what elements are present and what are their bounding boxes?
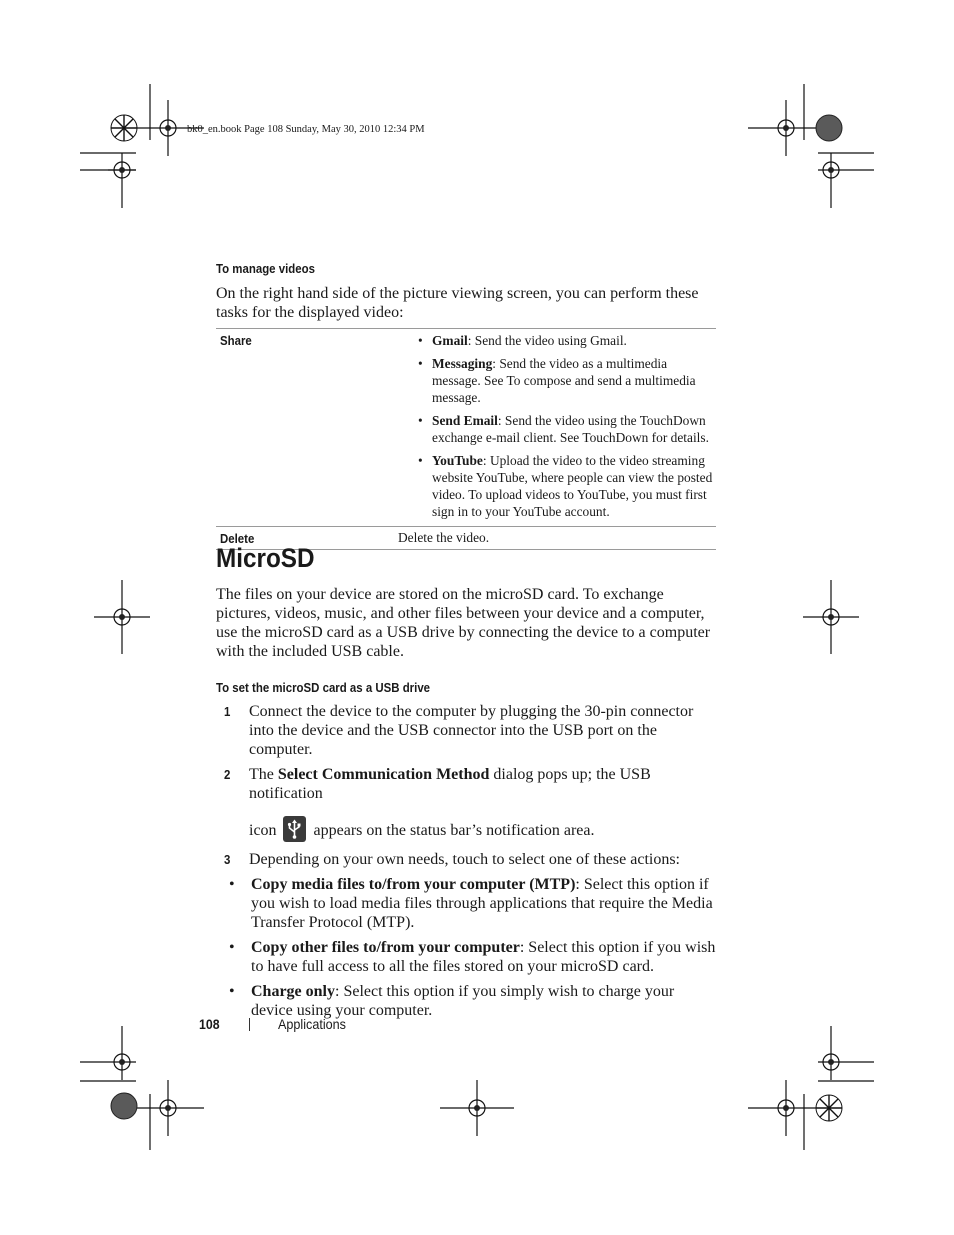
step-text: appears on the status bar’s notification area. (313, 822, 595, 839)
step-item (224, 702, 716, 759)
bullet-icon: • (229, 939, 235, 956)
step-number: 3 (224, 852, 231, 867)
bullet-icon: • (229, 983, 235, 1000)
step-text: icon (249, 822, 277, 839)
usb-icon (283, 816, 306, 842)
bullet-icon: • (418, 453, 423, 468)
option-term: Messaging (432, 356, 493, 371)
page-number: 108 (199, 1016, 220, 1032)
option-text: : Select this option if you simply wish to charge your device using your computer. (251, 983, 675, 1019)
step-line (249, 816, 716, 842)
procedure-heading: To set the microSD card as a USB drive (216, 680, 431, 695)
share-options-list (216, 332, 716, 520)
option-term: YouTube (432, 453, 483, 468)
bullet-icon: • (229, 876, 235, 893)
option-term: Charge only (251, 983, 335, 1000)
option-text: : Upload the video to the video streaming website YouTube, where people can view the posted video. To upload videos to YouTube, you must first sign in to your YouTube account. (432, 453, 713, 519)
list-item (415, 452, 716, 520)
footer-divider (249, 1018, 250, 1031)
video-actions-table (216, 328, 716, 550)
microsd-intro: The files on your device are stored on the microSD card. To exchange pictures, videos, music, and other files between your device and a computer, use the microSD card as a USB drive by connecting the device to a computer with the included USB cable. (216, 586, 711, 660)
bullet-icon: • (418, 356, 423, 371)
table-row-label: Share (220, 333, 252, 348)
table-row-label: Delete (220, 531, 255, 546)
dialog-name: Select Communication Method (277, 766, 490, 783)
step-number: 2 (224, 767, 231, 782)
list-item (199, 875, 716, 932)
option-text: : Send the video using Gmail. (467, 333, 627, 348)
option-term: Copy other files to/from your computer (251, 939, 520, 956)
step-text: Connect the device to the computer by plugging the 30-pin connector into the device and the USB connector into the USB port on the computer. (249, 703, 694, 758)
option-text: : Select this option if you wish to have full access to all the files stored on your microSD card. (251, 939, 716, 975)
step-text: Depending on your own needs, touch to select one of these actions: (249, 851, 680, 868)
option-text: : Send the video using the TouchDown exchange e-mail client. See TouchDown for details. (432, 413, 709, 445)
step-item (224, 765, 716, 842)
option-term: Send Email (432, 413, 498, 428)
list-item (415, 412, 716, 446)
option-text: : Select this option if you wish to load media files through applications that require the Media Transfer Protocol (MTP). (251, 876, 713, 931)
step-number: 1 (224, 704, 231, 719)
table-row-share (216, 329, 716, 520)
procedure-steps (224, 702, 716, 1020)
step-item (224, 850, 716, 869)
delete-description: Delete the video. (398, 530, 490, 545)
footer-section-label: Applications (278, 1016, 346, 1032)
bullet-icon: • (418, 333, 423, 348)
section-subheading: To manage videos (216, 261, 315, 276)
option-text: : Send the video as a multimedia message. See To compose and send a multimedia message. (432, 356, 696, 405)
bullet-icon: • (418, 413, 423, 428)
list-item (199, 982, 716, 1020)
list-item (415, 355, 716, 406)
option-term: Copy media files to/from your computer (MTP) (251, 876, 576, 893)
step-text: dialog pops up; the USB notification (249, 766, 651, 802)
step-text: The (249, 766, 278, 783)
intro-paragraph: On the right hand side of the picture viewing screen, you can perform these tasks for the displayed video: (216, 285, 699, 321)
list-item (199, 938, 716, 976)
page-title: MicroSD (216, 543, 315, 573)
list-item (415, 332, 716, 349)
print-header-stamp: bk0_en.book Page 108 Sunday, May 30, 2010 12:34 PM (187, 124, 425, 135)
option-term: Gmail (432, 333, 468, 348)
